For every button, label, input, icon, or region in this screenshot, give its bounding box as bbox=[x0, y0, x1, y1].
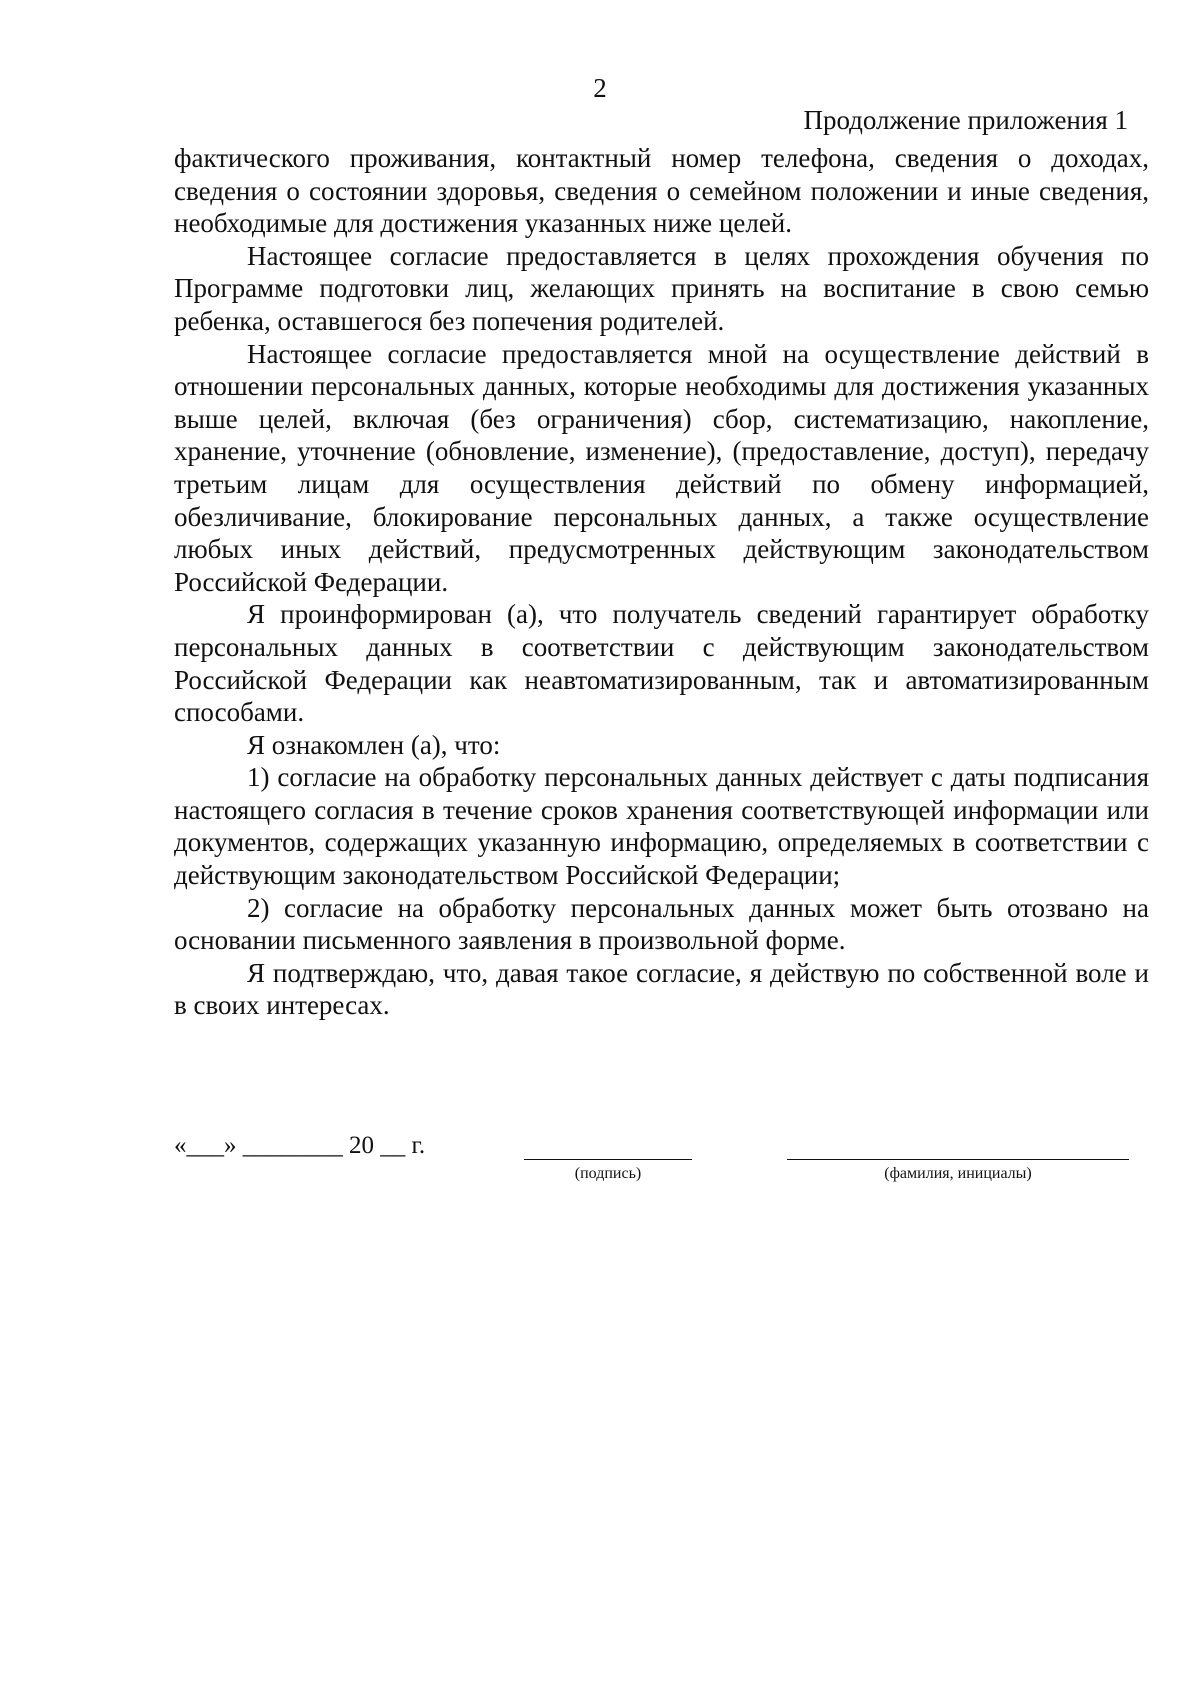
name-caption: (фамилия, инициалы) bbox=[884, 1165, 1032, 1182]
signature-block bbox=[174, 1131, 1149, 1191]
appendix-continuation-label: Продолжение приложения 1 bbox=[803, 105, 1128, 135]
paragraph-informed: Я проинформирован (а), что получатель сведений гарантирует обработку персональных данных в соответствии с действующим законодательством Российской Федерации как неавтоматизированным, так и автоматизированным способами. bbox=[174, 599, 1149, 728]
paragraph-item-2: 2) согласие на обработку персональных данных может быть отозвано на основании письменного заявления в произвольной форме. bbox=[174, 892, 1149, 956]
consent-body bbox=[174, 142, 1149, 1022]
paragraph-purpose: Настоящее согласие предоставляется в целях прохождения обучения по Программе подготовки лиц, желающих принять на воспитание в свою семью ребенка, оставшегося без попечения родителей. bbox=[174, 240, 1149, 336]
paragraph-item-1: 1) согласие на обработку персональных данных действует с даты подписания настоящего согласия в течение сроков хранения соответствующей информации или документов, содержащих указанную информацию, определяемых в соответствии с действующим законодательством Российской Федерации; bbox=[174, 762, 1149, 891]
paragraph-acknowledged: Я ознакомлен (а), что: bbox=[247, 729, 501, 760]
paragraph-personal-data-list: фактического проживания, контактный номер телефона, сведения о доходах, сведения о состоянии здоровья, сведения о семейном положении и иные сведения, необходимые для достижения указанных ниже целей. bbox=[174, 143, 1149, 239]
date-field: «___» ________ 20 __ г. bbox=[174, 1132, 426, 1159]
paragraph-processing-actions: Настоящее согласие предоставляется мной на осуществление действий в отношении персональных данных, которые необходимы для достижения указанных выше целей, включая (без ограничения) сбор, систематизацию, накопление, хранение, уточнение (обновление, изменение), (предоставление, доступ), передачу третьим лицам для осуществления действий по обмену информацией, обезличивание, блокирование персональных данных, а также осуществление любых иных действий, предусмотренных действующим законодательством Российской Федерации. bbox=[174, 338, 1149, 597]
signature-caption: (подпись) bbox=[574, 1165, 642, 1182]
name-line bbox=[787, 1159, 1129, 1160]
paragraph-confirmation: Я подтверждаю, что, давая такое согласие, я действую по собственной воле и в своих интересах. bbox=[174, 957, 1149, 1021]
page-number: 2 bbox=[593, 73, 607, 103]
signature-line bbox=[524, 1159, 692, 1160]
